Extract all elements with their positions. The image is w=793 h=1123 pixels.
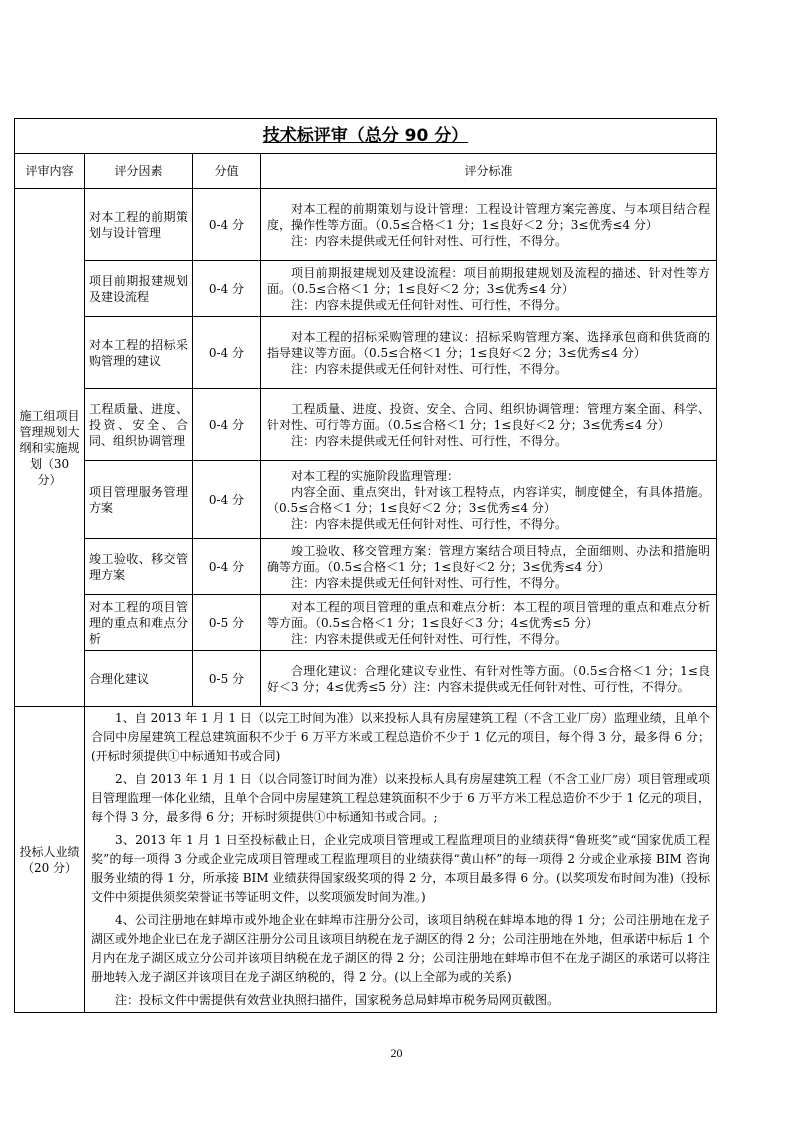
factor-cell: 对本工程的项目管理的重点和难点分析 xyxy=(85,595,193,651)
factor-cell: 对本工程的前期策划与设计管理 xyxy=(85,189,193,261)
score-cell: 0-5 分 xyxy=(193,595,261,651)
header-criteria: 评分标准 xyxy=(261,154,717,189)
criteria-cell: 合理化建议：合理化建议专业性、有针对性等方面。（0.5≤合格＜1 分；1≤良好＜3 分；4≤优秀≤5 分）注：内容未提供或无任何针对性、可行性，不得分。 xyxy=(261,651,717,707)
table-row xyxy=(15,389,717,461)
score-cell: 0-4 分 xyxy=(193,389,261,461)
factor-cell: 项目前期报建规划及建设流程 xyxy=(85,261,193,317)
score-cell: 0-4 分 xyxy=(193,189,261,261)
header-score: 分值 xyxy=(193,154,261,189)
category-performance: 投标人业绩（20 分） xyxy=(15,707,85,1013)
factor-cell: 项目管理服务管理方案 xyxy=(85,461,193,539)
table-row xyxy=(15,317,717,389)
performance-criteria: 1、自 2013 年 1 月 1 日（以完工时间为准）以来投标人具有房屋建筑工程（不含工业厂房）监理业绩，且单个合同中房屋建筑工程总建筑面积不少于 6 万平方米或工程总造价不少于 1 亿元的项目，每个得 3 分，最多得 6 分；(开标时须提供①中标通知书或合同) 2、自 2013 年 1 月 1 日（以合同签订时间为准）以来投标人具有房屋建筑工程（不含工业厂房）项目管理或项目管理监理一体化业绩，且单个合同中房屋建筑工程总建筑面积不少于 6 万平方米工程总造价不少于 1 亿元的项目，每个得 3 分，最多得 6 分；开标时须提供①中标通知书或合同。; 3、2013 年 1 月 1 日至投标截止日，企业完成项目管理或工程监理项目的业绩获得“鲁班奖”或“国家优质工程奖”的每一项得 3 分或企业完成项目管理或工程监理项目的业绩获得“黄山杯”的每一项得 2 分或企业承接 BIM 咨询服务业绩的得 1 分，所承接 BIM 业绩获得国家级奖项的得 2 分，本项目最多得 6 分。(以奖项发布时间为准)（投标文件中须提供须奖荣誉证书等证明文件，以奖项颁发时间为准。) 4、公司注册地在蚌埠市或外地企业在蚌埠市注册分公司，该项目纳税在蚌埠本地的得 1 分；公司注册地在龙子湖区或外地企业已在龙子湖区注册分公司且该项目纳税在龙子湖区的得 2 分；公司注册地在外地，但承诺中标后 1 个月内在龙子湖区成立分公司并该项目纳税在龙子湖区的得 2 分；公司注册地在蚌埠市但不在龙子湖区的承诺可以将注册地转入龙子湖区并该项目在龙子湖区纳税的，得 2 分。(以上全部为或的关系) 注：投标文件中需提供有效营业执照扫描件，国家税务总局蚌埠市税务局网页截图。 xyxy=(85,707,717,1013)
category-planning: 施工组项目管理规划大纲和实施规划（30 分） xyxy=(15,189,85,707)
factor-cell: 合理化建议 xyxy=(85,651,193,707)
scoring-table xyxy=(14,118,717,1013)
table-row xyxy=(15,651,717,707)
criteria-cell: 项目前期报建规划及建设流程：项目前期报建规划及流程的描述、针对性等方面。（0.5≤合格＜1 分；1≤良好＜2 分；3≤优秀≤4 分） 注：内容未提供或无任何针对性、可行性，不得分。 xyxy=(261,261,717,317)
score-cell: 0-4 分 xyxy=(193,261,261,317)
score-cell: 0-4 分 xyxy=(193,461,261,539)
table-row xyxy=(15,539,717,595)
criteria-cell: 竣工验收、移交管理方案：管理方案结合项目特点，全面细则、办法和措施明确等方面。（0.5≤合格＜1 分；1≤良好＜2 分；3≤优秀≤4 分） 注：内容未提供或无任何针对性、可行性，不得分。 xyxy=(261,539,717,595)
table-title: 技术标评审（总分 90 分） xyxy=(15,119,717,154)
header-factor: 评分因素 xyxy=(85,154,193,189)
table-row xyxy=(15,461,717,539)
table-row xyxy=(15,261,717,317)
criteria-cell: 对本工程的招标采购管理的建议：招标采购管理方案、选择承包商和供货商的指导建议等方面。（0.5≤合格＜1 分；1≤良好＜2 分；3≤优秀≤4 分） 注：内容未提供或无任何针对性、可行性，不得分。 xyxy=(261,317,717,389)
page-number: 20 xyxy=(390,1046,403,1060)
header-row xyxy=(15,154,717,189)
table-row xyxy=(15,595,717,651)
factor-cell: 工程质量、进度、投资、安全、合同、组织协调管理 xyxy=(85,389,193,461)
score-cell: 0-4 分 xyxy=(193,539,261,595)
table-row xyxy=(15,189,717,261)
criteria-cell: 对本工程的前期策划与设计管理：工程设计管理方案完善度、与本项目结合程度，操作性等方面。（0.5≤合格＜1 分；1≤良好＜2 分；3≤优秀≤4 分） 注：内容未提供或无任何针对性、可行性，不得分。 xyxy=(261,189,717,261)
criteria-cell: 对本工程的实施阶段监理管理： 内容全面、重点突出，针对该工程特点，内容详实，制度健全，有具体措施。（0.5≤合格＜1 分；1≤良好＜2 分；3≤优秀≤4 分） 注：内容未提供或无任何针对性、可行性，不得分。 xyxy=(261,461,717,539)
criteria-cell: 工程质量、进度、投资、安全、合同、组织协调管理：管理方案全面、科学、针对性、可行等方面。（0.5≤合格＜1 分；1≤良好＜2 分；3≤优秀≤4 分） 注：内容未提供或无任何针对性、可行性，不得分。 xyxy=(261,389,717,461)
table-row xyxy=(15,707,717,1013)
factor-cell: 对本工程的招标采购管理的建议 xyxy=(85,317,193,389)
factor-cell: 竣工验收、移交管理方案 xyxy=(85,539,193,595)
scoring-table-container xyxy=(14,118,716,1013)
criteria-cell: 对本工程的项目管理的重点和难点分析：本工程的项目管理的重点和难点分析等方面。（0.5≤合格＜1 分；1≤良好＜3 分；4≤优秀≤5 分） 注：内容未提供或无任何针对性、可行性，不得分。 xyxy=(261,595,717,651)
score-cell: 0-5 分 xyxy=(193,651,261,707)
score-cell: 0-4 分 xyxy=(193,317,261,389)
header-content: 评审内容 xyxy=(15,154,85,189)
